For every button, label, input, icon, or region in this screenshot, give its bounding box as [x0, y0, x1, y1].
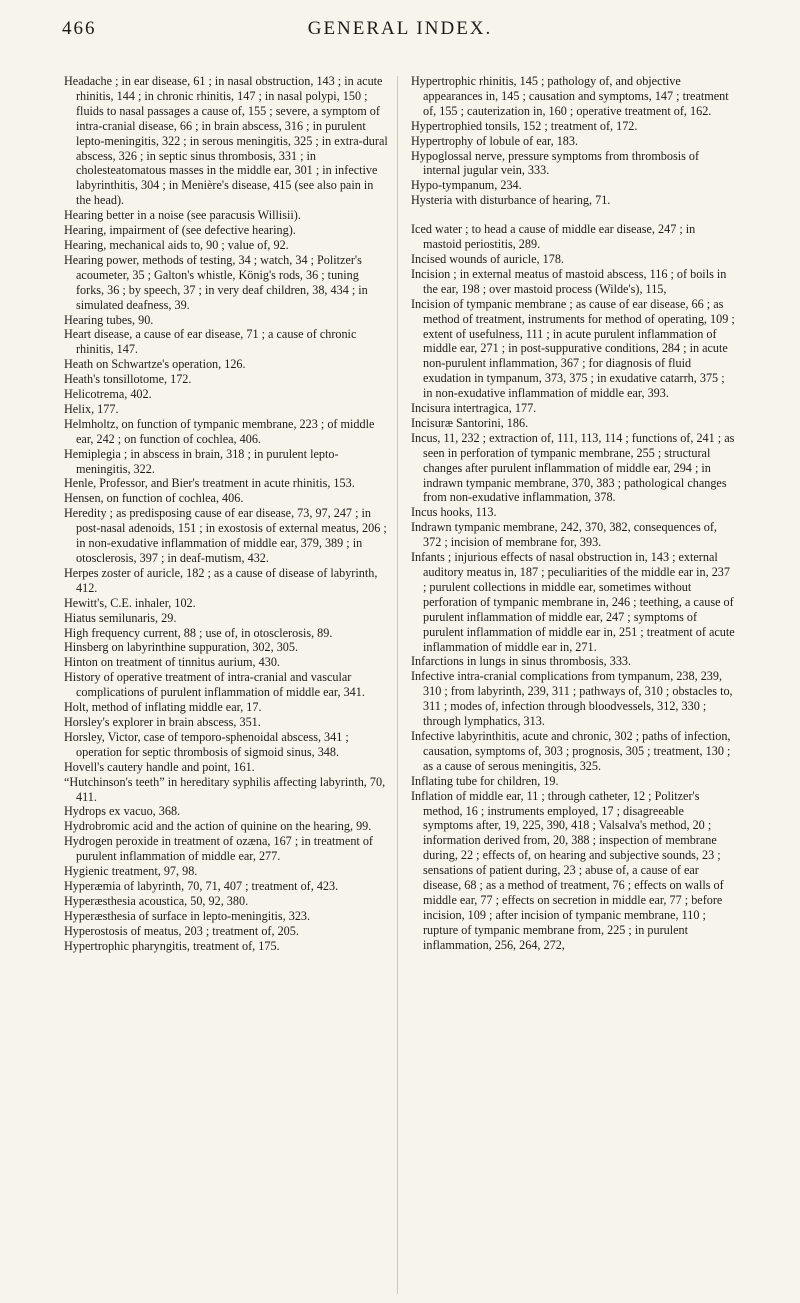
index-entry: Hearing power, methods of testing, 34 ; watch, 34 ; Politzer's acoumeter, 35 ; Galton's whistle, König's rods, 36 ; tuning forks, 36 ; by speech, 37 ; in very deaf children, 38, 434 ; in simulated deafness, 39.: [64, 252, 368, 312]
index-entry: Hypo-tympanum, 234.: [411, 178, 522, 193]
index-entry: Horsley, Victor, case of temporo-sphenoidal abscess, 341 ; operation for septic thrombosis of sigmoid sinus, 348.: [64, 729, 349, 759]
index-entry: Hovell's cautery handle and point, 161.: [64, 759, 255, 774]
index-entry: Helix, 177.: [64, 401, 119, 416]
index-entry: Indrawn tympanic membrane, 242, 370, 382, consequences of, 372 ; incision of membrane for, 393.: [411, 520, 717, 550]
index-column-left: [64, 74, 388, 953]
index-entry: Hysteria with disturbance of hearing, 71.: [411, 193, 611, 208]
index-entry: Incus, 11, 232 ; extraction of, 111, 113, 114 ; functions of, 241 ; as seen in perforation of tympanic membrane, 255 ; structural changes after purulent inflammation of middle ear, 294 ; in indrawn tympanic membrane, 370, 383 ; pathological changes from non-exudative inflammation, 378.: [411, 430, 735, 505]
index-entry: Hyperostosis of meatus, 203 ; treatment of, 205.: [64, 923, 299, 938]
index-entry: Hinsberg on labyrinthine suppuration, 302, 305.: [64, 640, 299, 655]
index-entry: Hydrops ex vacuo, 368.: [64, 804, 181, 819]
index-entry: Hearing, impairment of (see defective hearing).: [64, 223, 296, 238]
index-entry: Hypoglossal nerve, pressure symptoms from thrombosis of internal jugular vein, 333.: [411, 148, 700, 178]
index-entry: Hypertrophic rhinitis, 145 ; pathology of, and objective appearances in, 145 ; causation and symptoms, 147 ; treatment of, 155 ; cauterization in, 160 ; operative treatment of, 162.: [411, 74, 729, 118]
index-entry: Infective intra-cranial complications from tympanum, 238, 239, 310 ; from labyrinth, 239, 311 ; pathways of, 310 ; obstacles to, 311 ; modes of, infection through bloodvessels, 312, 330 ; through lymphatics, 313.: [411, 669, 733, 729]
index-entry: Heath on Schwartze's operation, 126.: [64, 357, 246, 372]
index-entry: Infective labyrinthitis, acute and chronic, 302 ; paths of infection, causation, symptoms of, 303 ; prognosis, 305 ; treatment, 130 ; as a cause of serous meningitis, 325.: [411, 728, 731, 773]
index-entry: Herpes zoster of auricle, 182 ; as a cause of disease of labyrinth, 412.: [64, 565, 378, 595]
index-entry: Hewitt's, C.E. inhaler, 102.: [64, 595, 196, 610]
page-number: 466: [62, 18, 97, 39]
index-entry: Hyperæsthesia acoustica, 50, 92, 380.: [64, 893, 249, 908]
page-title: GENERAL INDEX.: [307, 18, 493, 39]
index-entry: Hygienic treatment, 97, 98.: [64, 864, 198, 879]
index-entry: Holt, method of inflating middle ear, 17.: [64, 700, 262, 715]
index-entry: Inflation of middle ear, 11 ; through catheter, 12 ; Politzer's method, 16 ; instruments employed, 17 ; disagreeable symptoms after, 19, 225, 390, 418 ; Valsalva's method, 20 ; information derived from, 20, 388 ; inspection of membrane during, 22 ; effects of, on hearing and subjective sounds, 23 ; sensations of patient during, 23 ; abuse of, a cause of ear disease, 68 ; as a method of treatment, 76 ; effects on walls of middle ear, 77 ; effects on secretion in middle ear, 77 ; before incision, 109 ; after incision of tympanic membrane, 110 ; rupture of tympanic membrane from, 225 ; in purulent inflammation, 256, 264, 272,: [411, 788, 724, 952]
index-entry: Hydrobromic acid and the action of quinine on the hearing, 99.: [64, 819, 372, 834]
index-entry: Iced water ; to head a cause of middle ear disease, 247 ; in mastoid periostitis, 289.: [411, 222, 696, 252]
index-entry: Heart disease, a cause of ear disease, 71 ; a cause of chronic rhinitis, 147.: [64, 327, 357, 357]
index-entry: Incisura intertragica, 177.: [411, 401, 537, 416]
index-entry: Incus hooks, 113.: [411, 505, 497, 520]
index-entry: Incised wounds of auricle, 178.: [411, 251, 564, 266]
column-divider: [397, 76, 398, 1294]
index-entry: “Hutchinson's teeth” in hereditary syphilis affecting labyrinth, 70, 411.: [64, 774, 386, 804]
index-entry: Heath's tonsillotome, 172.: [64, 372, 192, 387]
index-entry: Hypertrophic pharyngitis, treatment of, 175.: [64, 938, 280, 953]
index-entry: Hypertrophy of lobule of ear, 183.: [411, 133, 579, 148]
index-entry: Headache ; in ear disease, 61 ; in nasal obstruction, 143 ; in acute rhinitis, 144 ; in chronic rhinitis, 147 ; in nasal polypi, 150 ; fluids to nasal passages a cause of, 155 ; severe, a symptom of intra-cranial disease, 66 ; in brain abscess, 316 ; in purulent lepto-meningitis, 322 ; in serous meningitis, 325 ; in extra-dural abscess, 326 ; in septic sinus thrombosis, 331 ; in cholesteatomatous masses in the middle ear, 301 ; in infective labyrinthitis, 304 ; in Menière's disease, 415 (see also pain in the head).: [64, 74, 388, 208]
running-head: [0, 18, 800, 48]
index-entry: Hensen, on function of cochlea, 406.: [64, 491, 244, 506]
index-entry: High frequency current, 88 ; use of, in otosclerosis, 89.: [64, 625, 333, 640]
index-entry: Hinton on treatment of tinnitus aurium, 430.: [64, 655, 280, 670]
index-column-right: [411, 74, 735, 953]
index-entry: Hiatus semilunaris, 29.: [64, 610, 177, 625]
index-entry: Hearing, mechanical aids to, 90 ; value of, 92.: [64, 237, 289, 252]
index-entry: Henle, Professor, and Bier's treatment in acute rhinitis, 153.: [64, 476, 355, 491]
index-entry: Incisuræ Santorini, 186.: [411, 415, 529, 430]
index-entry: Heredity ; as predisposing cause of ear disease, 73, 97, 247 ; in post-nasal adenoids, 151 ; in exostosis of external meatus, 206 ; in non-exudative inflammation of middle ear, 379, 389 ; in otosclerosis, 397 ; in deaf-mutism, 432.: [64, 506, 387, 565]
index-entry: Incision ; in external meatus of mastoid abscess, 116 ; of boils in the ear, 198 ; over mastoid process (Wilde's), 115,: [411, 266, 727, 296]
index-entry: Infarctions in lungs in sinus thrombosis, 333.: [411, 654, 632, 669]
index-entry: Helmholtz, on function of tympanic membrane, 223 ; of middle ear, 242 ; on function of cochlea, 406.: [64, 416, 375, 446]
index-entry: Hearing better in a noise (see paracusis Willisii).: [64, 208, 301, 223]
index-entry: Inflating tube for children, 19.: [411, 773, 559, 788]
index-entry: Hypertrophied tonsils, 152 ; treatment of, 172.: [411, 118, 638, 133]
index-entry: Hyperæmia of labyrinth, 70, 71, 407 ; treatment of, 423.: [64, 878, 339, 893]
index-entry: Hydrogen peroxide in treatment of ozæna, 167 ; in treatment of purulent inflammation of middle ear, 277.: [64, 834, 373, 864]
index-entry: Hyperæsthesia of surface in lepto-meningitis, 323.: [64, 908, 311, 923]
index-entry: History of operative treatment of intra-cranial and vascular complications of purulent inflammation of middle ear, 341.: [64, 670, 365, 700]
index-entry: Infants ; injurious effects of nasal obstruction in, 143 ; external auditory meatus in, 187 ; peculiarities of the middle ear in, 237 ; purulent collections in middle ear, sometimes without perforation of tympanic membrane in, 246 ; teething, a cause of purulent inflammation of middle ear, 247 ; symptoms of purulent inflammation of middle ear in, 251 ; treatment of acute inflammation of middle ear in, 271.: [411, 550, 735, 654]
index-entry: Horsley's explorer in brain abscess, 351.: [64, 714, 261, 729]
index-entry: Hemiplegia ; in abscess in brain, 318 ; in purulent lepto-meningitis, 322.: [64, 446, 339, 476]
index-entry: Hearing tubes, 90.: [64, 312, 154, 327]
index-entry: Helicotrema, 402.: [64, 387, 152, 402]
index-entry: Incision of tympanic membrane ; as cause of ear disease, 66 ; as method of treatment, instruments for method of operating, 109 ; extent of usefulness, 111 ; in acute purulent inflammation of middle ear, 271 ; in post-suppurative conditions, 284 ; in acute non-purulent inflammation, 367 ; for diagnosis of fluid exudation in tympanum, 373, 375 ; in exudative catarrh, 375 ; in non-exudative inflammation of middle ear, 393.: [411, 296, 735, 401]
